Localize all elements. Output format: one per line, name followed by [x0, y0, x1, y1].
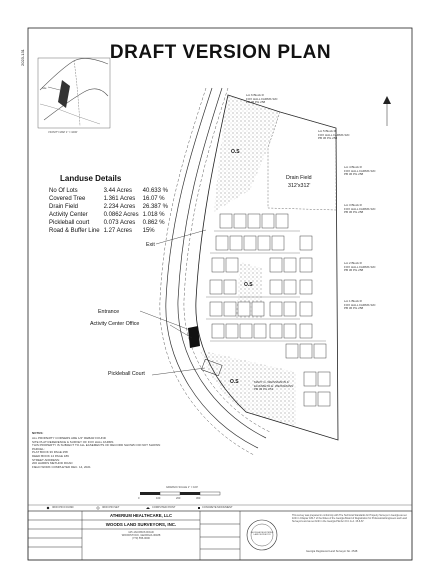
activity-center-office-label: Activity Center Office: [90, 321, 140, 327]
landuse-name: Activity Center: [49, 212, 88, 218]
legend-item: IRON PIN SET: [102, 506, 120, 509]
landuse-table: [49, 187, 172, 235]
landuse-title: Landuse Details: [60, 174, 122, 183]
landuse-acres: 3.44 Acres: [103, 188, 132, 194]
open-space-label: O.S: [230, 379, 239, 385]
lot-note: Lot 6 Block R FOX HALL FARMS S/D PB 36 PG 258: [246, 93, 278, 105]
landuse-row: [49, 227, 172, 235]
exit-label: Exit: [146, 242, 155, 248]
activity-center-building: [188, 326, 200, 348]
scale-tick: 100: [156, 497, 161, 500]
landuse-pct: 40.633 %: [142, 188, 168, 194]
landuse-name: No Of Lots: [49, 188, 78, 194]
adjacent-owner-note: MARY G. WEISSMANN & ELIZABETH E. WEISSMANN PB 36 PG 251: [254, 380, 294, 392]
site-label: Site: [42, 87, 47, 90]
lot-note: Lot 4 Block R FOX HALL FARMS S/D PB 36 PG 258: [344, 165, 376, 177]
open-space-label: O.S: [231, 149, 240, 155]
lot-note: Lot 3 Block R FOX HALL FARMS S/D PB 36 PG 258: [344, 203, 376, 215]
drain-field-dims: 312'x312': [288, 183, 311, 189]
landuse-row: [49, 211, 172, 219]
company-name: WOODS LAND SURVEYORS, INC.: [105, 522, 177, 527]
lot-note: Lot 1 Block R FOX HALL FARMS S/D PB 36 PG 258: [344, 299, 376, 311]
vicinity-map: [38, 58, 110, 128]
scale-label: GRAPHIC SCALE 1" = 100': [166, 486, 198, 489]
scale-tick: 0: [138, 497, 140, 500]
notes-text: ALL PROPERTY CORNERS ARE 1/2" REBAR FOUND SITE PLAT REFERENCE & SURVEY OF FOX HALL FARMS THIS PROPERTY IS SUBJECT TO ALL EASEMENTS OF RECORD SHOWN OR NOT SHOWN PARCEL: PLAT BOOK 36 PAGE 258 DEED BOOK 14 PAGE 189 STREET ADDRESS: 200 HARRIS METHOD ROAD FIELD WORK COMPLETED DEC. 14, 2021: [32, 436, 161, 469]
landuse-pct: 15%: [142, 228, 155, 234]
company-address: 125 JACOBUS ROAD WOODSTOCK, GEORGIA 30188 (770) 555-0000: [121, 531, 161, 541]
landuse-pct: 0.862 %: [142, 220, 165, 226]
landuse-row: [49, 195, 172, 203]
open-space-label: O.S: [244, 282, 253, 288]
landuse-acres: 0.0862 Acres: [103, 212, 139, 218]
entrance-label: Entrance: [98, 309, 120, 315]
landuse-row: [49, 219, 172, 227]
notes-heading: NOTES:: [32, 431, 44, 435]
vicinity-map-caption: VICINITY MAP 1" = 1000': [48, 131, 78, 134]
client-name: ATHERIUM HEALTHCARE, LLC: [110, 513, 172, 518]
legend-item: COMPUTED POINT: [152, 506, 176, 509]
landuse-pct: 26.387 %: [142, 204, 168, 210]
landuse-acres: 0.073 Acres: [103, 220, 136, 226]
landuse-row: [49, 187, 172, 195]
seal-text: GEORGIA REGISTERED LAND SURVEYOR: [250, 532, 274, 537]
lot-note: Lot 5 Block R FOX HALL FARMS S/D PB 36 PG 258: [318, 129, 350, 141]
scale-tick: 200: [176, 497, 181, 500]
registration-line: Georgia Registered Land Surveyor No. 2548: [306, 550, 358, 553]
landuse-acres: 2.234 Acres: [103, 204, 136, 210]
landuse-name: Pickleball court: [49, 220, 90, 226]
landuse-name: Covered Tree: [49, 196, 86, 202]
page-title: DRAFT VERSION PLAN: [109, 42, 332, 63]
landuse-acres: 1.361 Acres: [103, 196, 136, 202]
landuse-acres: 1.27 Acres: [103, 228, 132, 234]
landuse-row: [49, 203, 172, 211]
legend-item: IRON PIN FOUND: [52, 506, 74, 509]
drain-field-outline: [268, 112, 336, 210]
lot-note: Lot 2 Block R FOX HALL FARMS S/D PB 36 PG 258: [344, 261, 376, 273]
north-arrow: [383, 96, 391, 126]
legend-item: CONCRETE MONUMENT: [202, 506, 233, 509]
landuse-name: Drain Field: [49, 204, 79, 210]
landuse-name: Road & Buffer Line: [49, 228, 100, 234]
side-note: 2023-131: [20, 49, 25, 66]
graphic-scale: [140, 492, 220, 495]
scale-tick: 300: [196, 497, 201, 500]
drain-field-label: Drain Field: [286, 175, 312, 181]
certification-text: This survey was prepared in conformity with The Technical Standards for Property Surveys in Georgia as set forth in Chapter 180-7 of the Rules of the Georgia Board of Registration for Professional Engineers and Land Surveyors and as set forth in the Georgia Plat Act O.C.G.A. 15-6-67.: [292, 514, 407, 523]
pickleball-court-label: Pickleball Court: [108, 371, 145, 377]
landuse-pct: 16.07 %: [142, 196, 165, 202]
landuse-pct: 1.018 %: [142, 212, 165, 218]
